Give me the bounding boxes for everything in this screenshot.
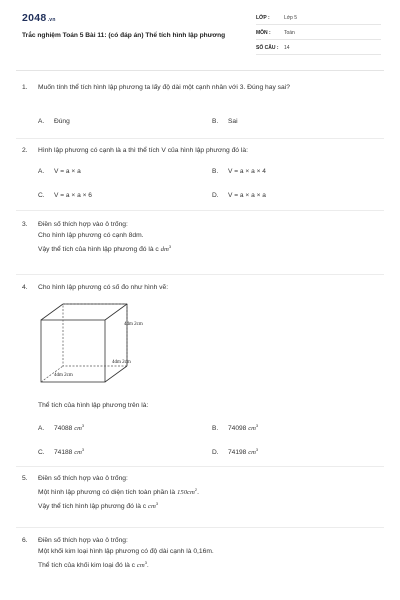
option-text: V = a × a <box>54 168 81 175</box>
question-divider <box>16 138 384 139</box>
meta-subject-label: MÔN : <box>256 30 271 36</box>
question-number: 5. <box>22 475 28 482</box>
question-line <box>38 484 368 498</box>
question-number: 2. <box>22 147 28 154</box>
question-line-text: Vậy thể tích hình lập phương đó là c <box>38 503 147 511</box>
question-line <box>38 557 368 571</box>
option-1b[interactable] <box>212 118 238 125</box>
option-text: 74098 <box>228 425 247 433</box>
option-1a[interactable] <box>38 118 70 125</box>
question-number: 4. <box>22 284 28 291</box>
question-line <box>38 241 368 255</box>
unit: cm <box>74 449 82 457</box>
option-2d[interactable] <box>212 192 266 199</box>
option-text: V = a × a × a <box>228 192 266 199</box>
option-4b[interactable] <box>212 423 258 432</box>
question-text: Cho hình lập phương có số đo như hình vẽ: <box>38 284 169 291</box>
question-divider <box>16 466 384 467</box>
option-label: B. <box>212 425 219 433</box>
meta-class <box>256 14 381 25</box>
option-label: D. <box>212 192 219 199</box>
unit-exponent: 3 <box>255 423 259 428</box>
option-2b[interactable] <box>212 168 266 175</box>
question-line: Cho hình lập phương có cạnh 8dm. <box>38 232 144 239</box>
cube-drawing <box>38 302 178 384</box>
option-text: V = a × a × 6 <box>54 192 92 199</box>
question-text <box>38 219 368 255</box>
question-line: Điền số thích hợp vào ô trống: <box>38 475 128 482</box>
logo-text: 2048 <box>22 12 47 24</box>
question-divider <box>16 274 384 275</box>
document-header <box>0 0 400 70</box>
question-text: Hình lập phương có cạnh là a thì thể tích V của hình lập phương đó là: <box>38 147 248 154</box>
option-text: 74188 <box>54 449 73 457</box>
unit: cm <box>148 503 156 511</box>
question-4-prompt: Thể tích của hình lập phương trên là: <box>38 402 149 409</box>
document-title: Trắc nghiệm Toán 5 Bài 11: (có đáp án) Thể tích hình lập phương <box>22 32 226 39</box>
question-text <box>38 473 368 512</box>
question-line <box>38 498 368 512</box>
cube-label-depth: 4dm 2cm <box>112 360 131 365</box>
option-label: D. <box>212 449 219 457</box>
unit: cm <box>74 425 82 433</box>
question-line: Điền số thích hợp vào ô trống: <box>38 537 128 544</box>
question-text <box>38 535 368 571</box>
option-label: C. <box>38 449 45 457</box>
question-number: 3. <box>22 221 28 228</box>
unit: cm <box>136 562 145 570</box>
question-divider <box>16 210 384 211</box>
question-text: Muốn tính thể tích hình lập phương ta lấy độ dài một cạnh nhân với 3. Đúng hay sai? <box>38 84 290 91</box>
unit: 150cm <box>177 489 195 497</box>
question-divider <box>16 527 384 528</box>
meta-class-value: Lớp 5 <box>284 15 298 21</box>
unit-exponent: 3 <box>81 423 85 428</box>
option-label: A. <box>38 425 45 433</box>
meta-subject-value: Toán <box>284 30 295 36</box>
unit-exponent: 2 <box>194 487 198 492</box>
option-label: A. <box>38 168 45 175</box>
option-label: C. <box>38 192 45 199</box>
unit-exponent: 3 <box>81 447 85 452</box>
site-logo[interactable] <box>22 12 56 24</box>
cube-label-height: 4dm 2cm <box>124 322 143 327</box>
option-4d[interactable] <box>212 447 258 456</box>
option-text: 74198 <box>228 449 247 457</box>
unit-exponent: 3 <box>155 501 159 507</box>
option-label: A. <box>38 118 45 125</box>
unit: cm <box>248 449 256 457</box>
question-line-text: Vậy thể tích của hình lập phương đó là c <box>38 246 159 254</box>
meta-count-value: 14 <box>284 45 290 51</box>
unit-exponent: 3 <box>255 447 259 452</box>
header-divider <box>16 70 384 71</box>
sentence-end: . <box>146 562 149 570</box>
meta-class-label: LỚP : <box>256 15 270 21</box>
unit: dm <box>160 246 169 254</box>
question-line: Một khối kim loại hình lập phương có độ dài cạnh là 0,16m. <box>38 548 214 555</box>
cube-figure <box>38 302 178 384</box>
question-line-text: Thể tích của khối kim loại đó là c <box>38 562 136 570</box>
logo-suffix: .vn <box>47 17 56 23</box>
question-line-text: Một hình lập phương có diện tích toàn phần là <box>38 489 176 497</box>
option-label: B. <box>212 118 219 125</box>
unit: cm <box>248 425 256 433</box>
option-text: V = a × a × 4 <box>228 168 266 175</box>
option-text: 74088 <box>54 425 73 433</box>
sentence-end: . <box>197 489 199 497</box>
unit-exponent: 3 <box>168 244 172 249</box>
option-2c[interactable] <box>38 192 92 199</box>
question-number: 6. <box>22 537 28 544</box>
question-line: Điền số thích hợp vào ô trống: <box>38 221 128 228</box>
question-number: 1. <box>22 84 28 91</box>
option-text: Sai <box>228 118 238 125</box>
meta-count-label: SỐ CÂU : <box>256 45 279 51</box>
meta-subject <box>256 29 381 40</box>
cube-label-width: 4dm 2cm <box>54 373 73 378</box>
meta-count <box>256 44 381 55</box>
unit-exponent: 3 <box>144 560 147 565</box>
option-4c[interactable] <box>38 447 84 456</box>
option-4a[interactable] <box>38 423 84 432</box>
option-label: B. <box>212 168 219 175</box>
option-2a[interactable] <box>38 168 81 175</box>
option-text: Đúng <box>54 118 70 125</box>
